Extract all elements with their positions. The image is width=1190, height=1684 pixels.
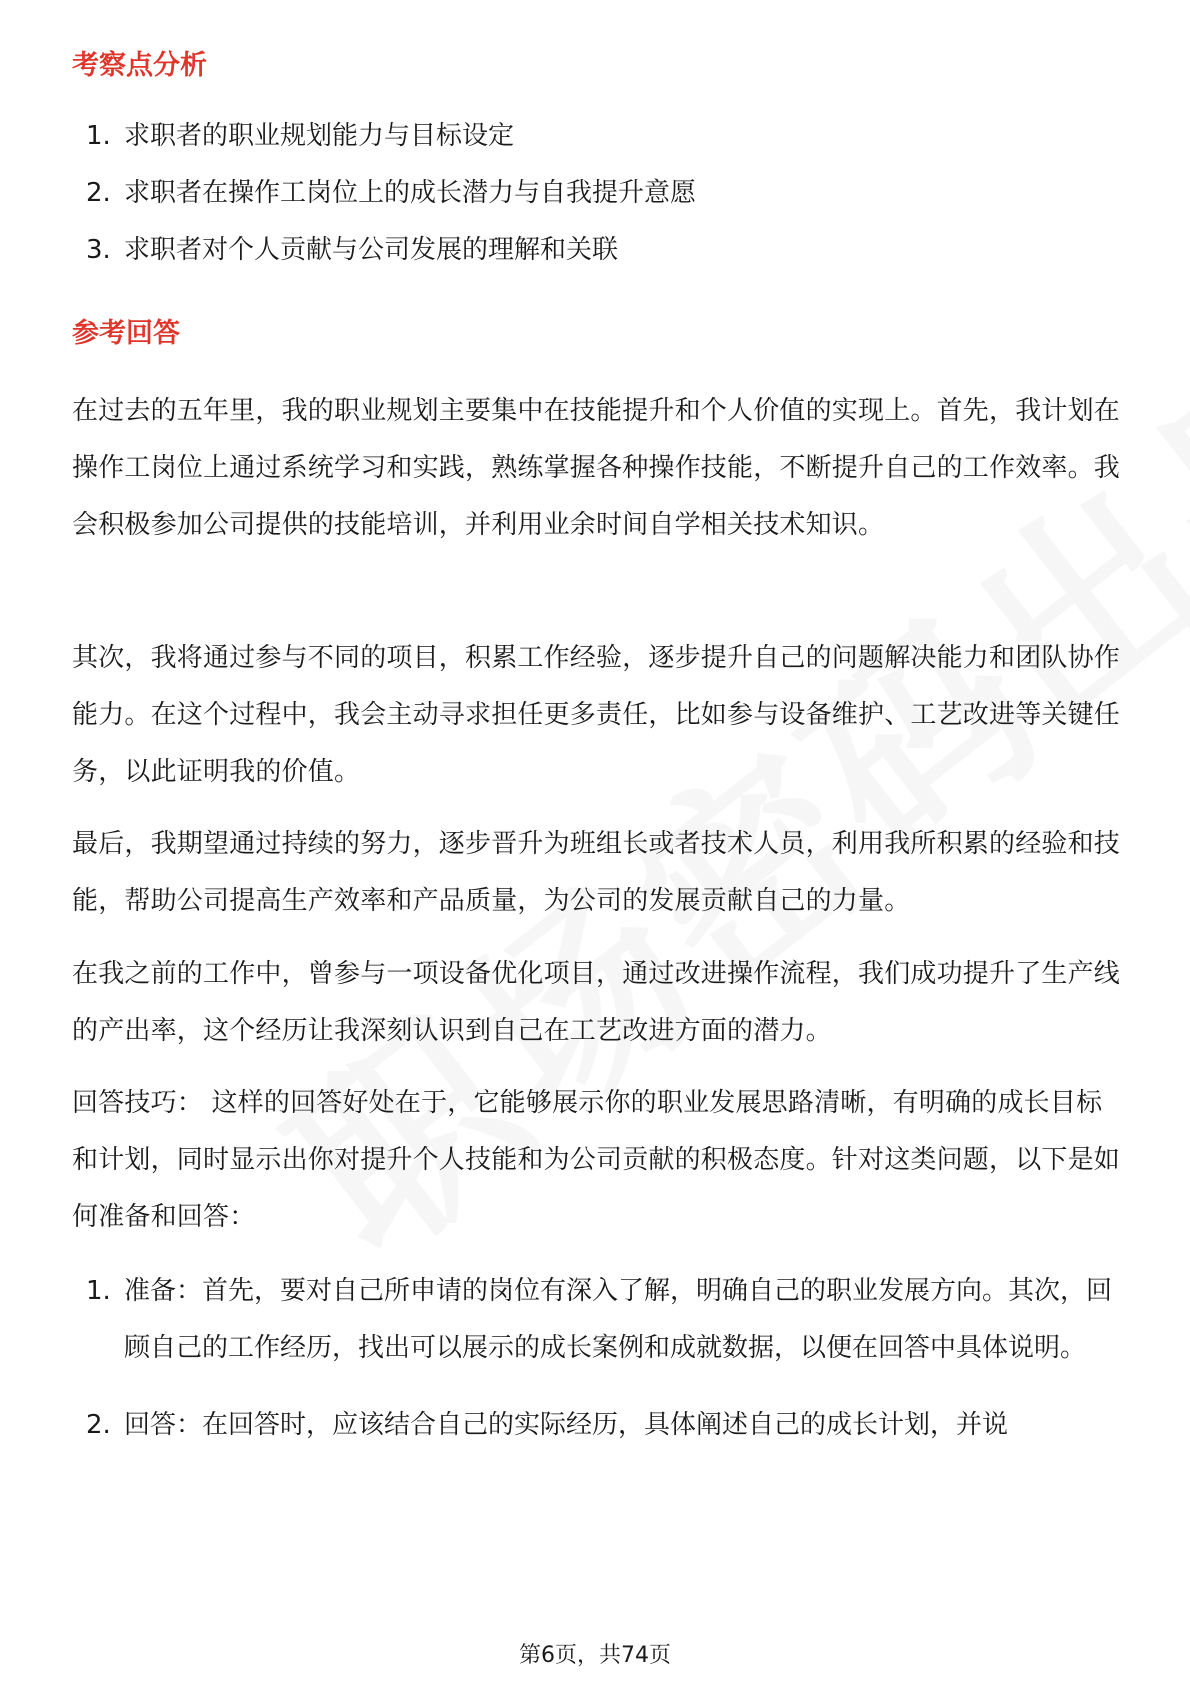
list-item-text: 准备：首先，要对自己所申请的岗位有深入了解，明确自己的职业发展方向。其次，回顾自己的工作经历，找出可以展示的成长案例和成就数据，以便在回答中具体说明。 [124,1276,1113,1363]
list-number: 1. [86,1276,111,1306]
analysis-heading: 考察点分析 [72,50,207,81]
list-item-text: 回答：在回答时，应该结合自己的实际经历，具体阐述自己的成长计划，并说 [124,1410,1009,1440]
list-item [72,222,1127,279]
list-item [72,108,1127,165]
list-item-text: 求职者的职业规划能力与目标设定 [124,121,515,151]
list-number: 2. [86,178,111,208]
page-number: 第6页，共74页 [519,1643,671,1668]
list-number: 2. [86,1410,111,1440]
answer-paragraph: 在过去的五年里，我的职业规划主要集中在技能提升和个人价值的实现上。首先，我计划在操作工岗位上通过系统学习和实践，熟练掌握各种操作技能，不断提升自己的工作效率。我会积极参加公司提供的技能培训，并利用业余时间自学相关技术知识。 [72,396,1121,540]
list-item-text: 求职者对个人贡献与公司发展的理解和关联 [124,235,619,265]
list-number: 1. [86,121,111,151]
tips-paragraph: 回答技巧： 这样的回答好处在于，它能够展示你的职业发展思路清晰，有明确的成长目标和计划，同时显示出你对提升个人技能和为公司贡献的积极态度。针对这类问题，以下是如何准备和回答： [72,1088,1121,1232]
list-item [72,1397,1127,1454]
analysis-list [72,108,1127,279]
list-number: 3. [86,235,111,265]
answer-paragraph: 最后，我期望通过持续的努力，逐步晋升为班组长或者技术人员，利用我所积累的经验和技能，帮助公司提高生产效率和产品质量，为公司的发展贡献自己的力量。 [72,829,1121,916]
steps-list [72,1263,1127,1474]
answer-paragraph: 其次，我将通过参与不同的项目，积累工作经验，逐步提升自己的问题解决能力和团队协作能力。在这个过程中，我会主动寻求担任更多责任，比如参与设备维护、工艺改进等关键任务，以此证明我的价值。 [72,643,1121,787]
answer-paragraph: 在我之前的工作中，曾参与一项设备优化项目，通过改进操作流程，我们成功提升了生产线的产出率，这个经历让我深刻认识到自己在工艺改进方面的潜力。 [72,959,1121,1046]
list-item [72,165,1127,222]
list-item [72,1263,1127,1377]
answer-heading: 参考回答 [72,318,180,349]
list-item-text: 求职者在操作工岗位上的成长潜力与自我提升意愿 [124,178,697,208]
